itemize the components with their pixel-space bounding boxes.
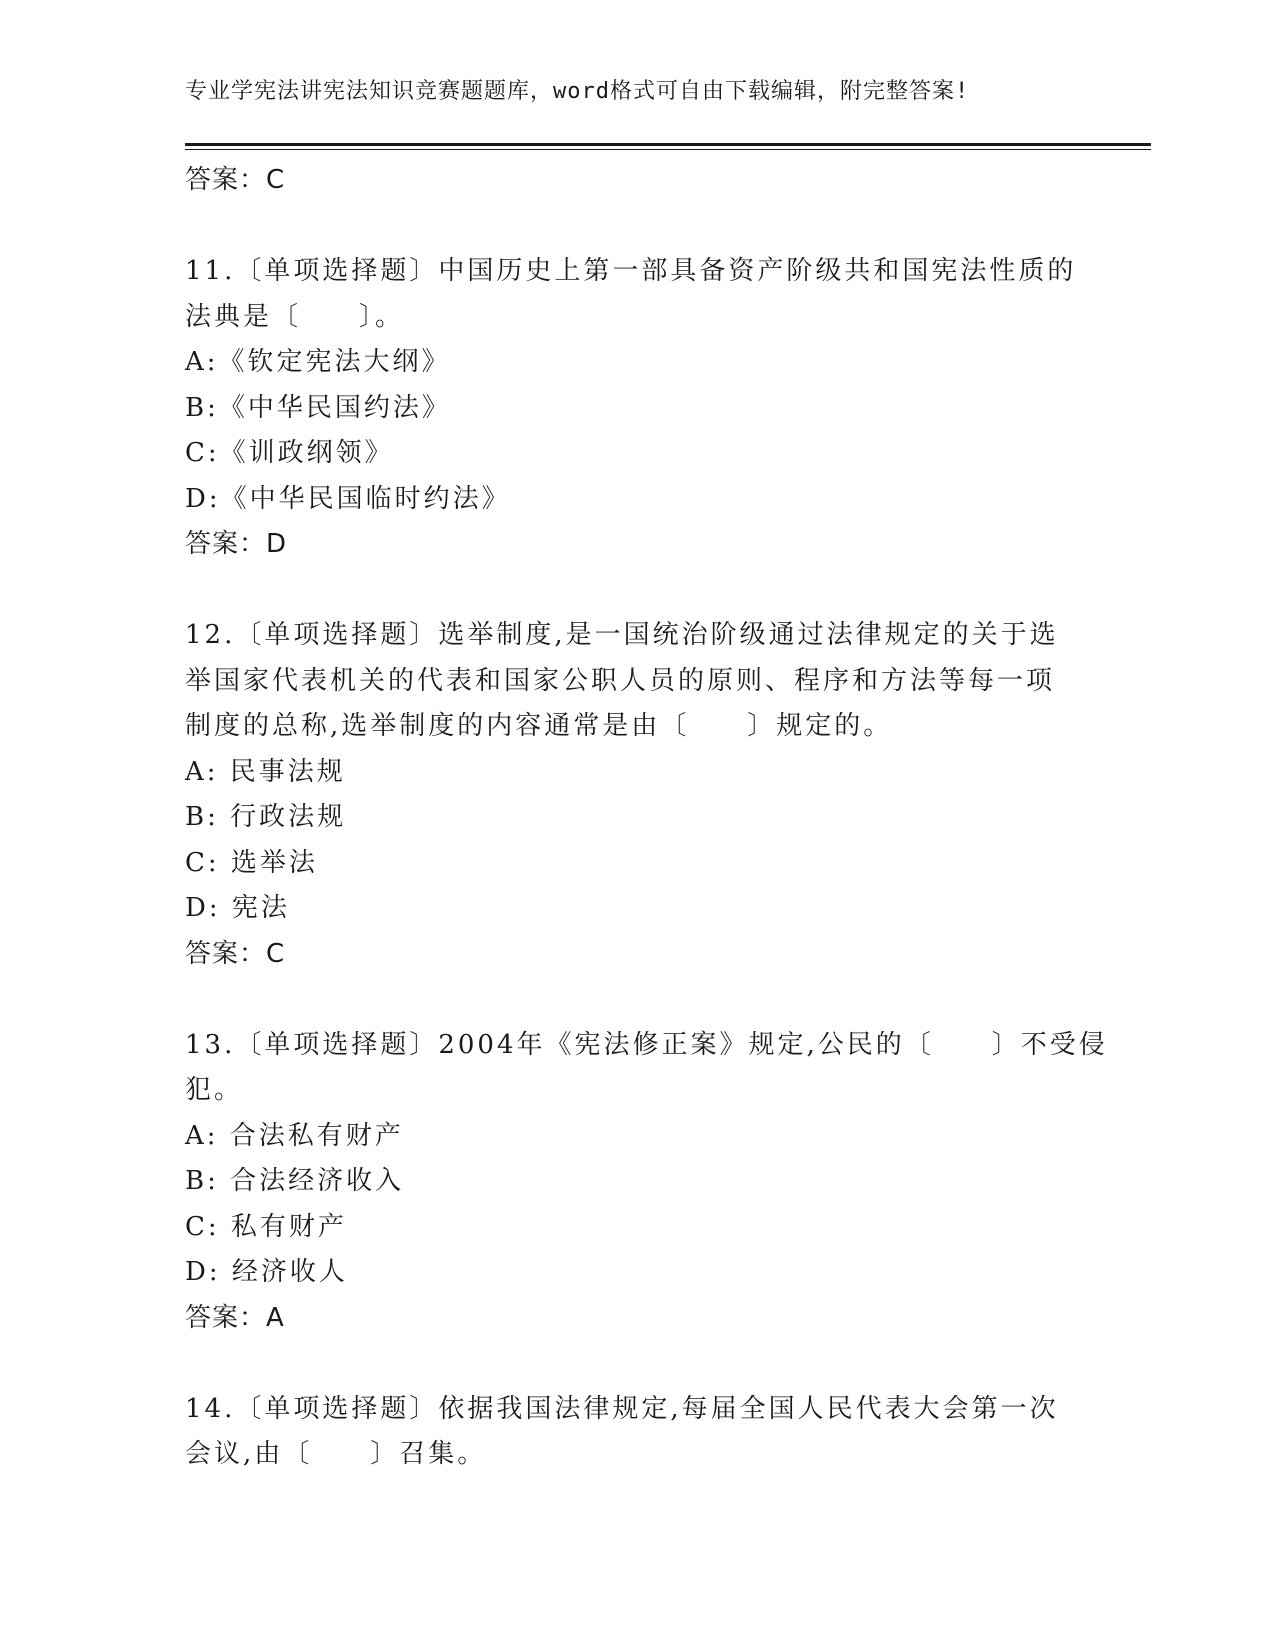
answer-line: 答案：C (185, 165, 286, 195)
question-block (185, 613, 1085, 977)
question-list (185, 158, 1108, 1478)
option-a: A: 合法私有财产 (185, 1120, 404, 1151)
page-header: 专业学宪法讲宪法知识竞赛题题库，word格式可自由下载编辑，附完整答案! (185, 79, 970, 104)
option-b: B: 合法经济收入 (185, 1166, 405, 1196)
question-block (185, 1387, 1085, 1478)
option-b: B: 行政法规 (185, 802, 347, 832)
option-a: A: 民事法规 (185, 756, 346, 787)
answer-line: 答案：D (185, 529, 288, 559)
header-divider-thin (185, 149, 1151, 150)
question-block (185, 249, 1085, 568)
question-stem: 制度的总称,选举制度的内容通常是由〔 〕规定的。 (185, 711, 893, 741)
spacer (185, 1341, 1085, 1387)
option-d: D: 宪法 (185, 893, 290, 923)
answer-line: 答案：A (185, 1302, 285, 1333)
spacer (185, 568, 1085, 614)
question-stem: 14.〔单项选择题〕依据我国法律规定,每届全国人民代表大会第一次 (185, 1393, 1059, 1424)
question-stem: 会议,由〔 〕召集。 (185, 1439, 487, 1469)
answer-line: 答案：C (185, 938, 286, 969)
question-stem: 举国家代表机关的代表和国家公职人员的原则、程序和方法等每一项 (185, 665, 1056, 696)
question-block (185, 1023, 1108, 1342)
option-b: B:《中华民国约法》 (185, 392, 451, 423)
option-a: A:《钦定宪法大纲》 (185, 347, 451, 377)
spacer (185, 977, 1085, 1023)
option-c: C: 选举法 (185, 847, 318, 878)
question-stem: 11.〔单项选择题〕中国历史上第一部具备资产阶级共和国宪法性质的 (185, 256, 1077, 286)
question-stem: 犯。 (185, 1075, 244, 1105)
option-d: D: 经济收人 (185, 1257, 348, 1287)
header-divider (185, 143, 1151, 146)
option-c: C:《训政纲领》 (185, 438, 394, 468)
question-stem: 12.〔单项选择题〕选举制度,是一国统治阶级通过法律规定的关于选 (185, 620, 1059, 650)
option-d: D:《中华民国临时约法》 (185, 483, 511, 514)
question-stem: 13.〔单项选择题〕2004年《宪法修正案》规定,公民的〔 〕不受侵 (185, 1029, 1108, 1060)
option-c: C: 私有财产 (185, 1211, 347, 1242)
question-stem: 法典是〔 〕。 (185, 301, 405, 332)
spacer (185, 204, 1085, 250)
